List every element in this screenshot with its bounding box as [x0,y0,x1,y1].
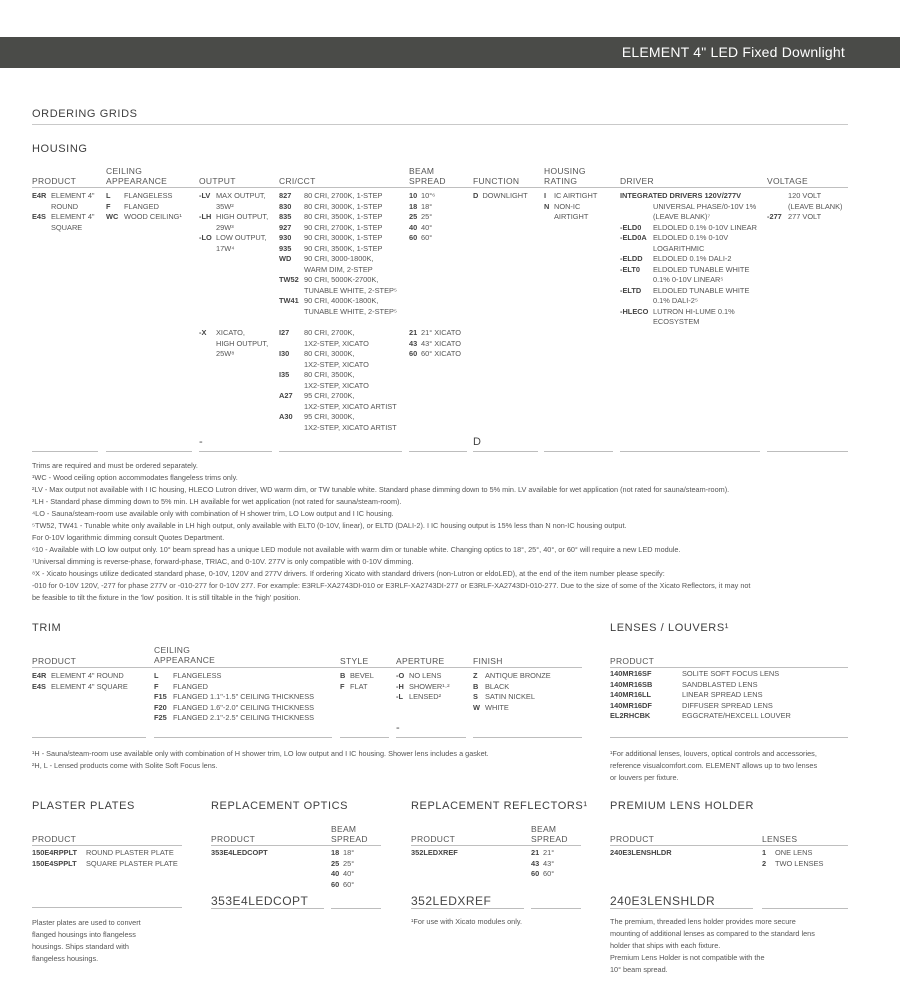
reflectors-header-beam: BEAM SPREAD [531,824,568,844]
housing-header-beam: BEAM SPREAD [409,166,446,186]
housing-note: ⁵TW52, TW41 - Tunable white only available in LH high output, only available with ELT0 (0-10V, linear), or ELTD (DALI-2). I IC housing output is 15% less than N non-IC housing output. [32,521,627,530]
optics-header-beam: BEAM SPREAD [331,824,368,844]
trim-notes: ¹H - Sauna/steam-room use available only with combination of H shower trim, LO low output and I IC housing. Shower lens includes a gasket. ²H, L - Lensed products come with Solite Soft Focus lens. [32,749,489,770]
trim-header-ceiling: CEILING APPEARANCE [154,645,216,665]
plaster-header-product: PRODUCT [32,834,77,844]
housing-product-option: E4S ELEMENT 4" SQUARE [32,212,95,232]
housing-cri-option: 827 80 CRI, 2700K, 1-STEP [279,191,383,200]
plaster-title: PLASTER PLATES [32,800,135,812]
divider [32,187,848,188]
trim-ceiling-option: F15 FLANGED 1.1"-1.5" CEILING THICKNESS [154,692,315,701]
optics-product: 353E4LEDCOPT [211,848,268,857]
housing-note: ⁴LO - Sauna/steam-room use available only with combination of H shower trim, LO Low output and I IC housing. [32,509,394,518]
lenses-title: LENSES / LOUVERS¹ [610,622,730,634]
optics-beam-option: 40 40° [331,869,355,878]
fill-line-beam [409,451,467,452]
trim-finish-options [473,671,551,713]
trim-style-options [340,671,374,692]
lenses-options [610,669,791,722]
housing-rating-options [544,191,597,223]
housing-output-options [199,191,268,254]
housing-driver-option: -ELDD ELDOLED 0.1% DALI-2 [620,254,732,263]
housing-rating-option: N NON-IC AIRTIGHT [544,201,589,221]
optics-title: REPLACEMENT OPTICS [211,800,349,812]
trim-ceiling-option: F25 FLANGED 2.1"-2.5" CEILING THICKNESS [154,713,315,722]
housing-beam-option: 60 60° [409,233,433,242]
housing-note: ⁸X - Xicato housings utilize dedicated standard phase, 0-10V, 120V and 277V drivers. If ordering Xicato with standard drivers (non-Lutron or eldoLED), at the end of the item number please specify: [32,569,665,578]
housing-cri-option: WD 90 CRI, 3000-1800K, WARM DIM, 2-STEP [279,254,374,274]
optics-header-product: PRODUCT [211,834,256,844]
housing-note: ³LH - Standard phase dimming down to 5% min. LH available for wet application (not rated for sauna/steam-room). [32,497,402,506]
housing-beam-option: 21 21° XICATO [409,328,462,337]
trim-finish-option: S SATIN NICKEL [473,692,535,701]
driver-heading: INTEGRATED DRIVERS 120V/277V [620,191,742,200]
divider [211,845,381,846]
fill-line-driver [620,451,760,452]
housing-title: HOUSING [32,143,88,155]
housing-beam-option: 60 60° XICATO [409,349,462,358]
housing-ceiling-option: WC WOOD CEILING¹ [106,212,182,221]
reflectors-beam-options [531,848,554,880]
housing-ceiling-option: L FLANGELESS [106,191,173,200]
holder-product: 240E3LENSHLDR [610,848,672,857]
lens-option: EL2RHCBK EGGCRATE/HEXCELL LOUVER [610,711,791,720]
housing-output-option: -LV MAX OUTPUT, 35W² [199,191,266,211]
housing-cri-option: I30 80 CRI, 3000K, 1X2-STEP, XICATO [279,349,369,369]
fill-line-lenses [610,737,848,738]
reflectors-header-product: PRODUCT [411,834,456,844]
housing-note: For 0-10V logarithmic dimming consult Quotes Department. [32,533,225,542]
housing-beam-option: 40 40° [409,222,433,232]
optics-beam-option: 18 18° [331,848,355,857]
fill-line-rating [544,451,613,452]
housing-product-option: E4R ELEMENT 4" ROUND [32,191,95,211]
holder-title: PREMIUM LENS HOLDER [610,800,755,812]
housing-note: be feasible to tilt the fixture in the 'low' position. It is still tiltable in the 'high' position. [32,593,301,602]
trim-finish-option: B BLACK [473,681,510,691]
fill-line-holder-product [610,908,753,909]
divider [32,845,182,846]
trim-finish-option: Z ANTIQUE BRONZE [473,671,551,680]
reflectors-beam-option: 43 43° [531,858,555,868]
fill-line-holder-lenses [762,908,848,909]
trim-style-option: B BEVEL [340,671,374,680]
fill-line-voltage [767,451,848,452]
housing-voltage-option: -277 277 VOLT [767,212,822,221]
fill-line-trim-ceiling [154,737,332,738]
holder-notes: The premium, threaded lens holder provides more secure mounting of additional lenses as compared to the standard lens holder that ships with each fixture. Premium Lens Holder is not compatible with the 10° beam spread. [610,917,815,974]
trim-style-option: F FLAT [340,681,368,691]
housing-cri-option: I27 80 CRI, 2700K, 1X2-STEP, XICATO [279,328,369,348]
reflectors-beam-option: 21 21° [531,848,555,857]
housing-driver-option: -HLECO LUTRON HI-LUME 0.1% ECOSYSTEM [620,306,735,326]
fill-line-reflectors-beam [531,908,581,909]
housing-note: ⁶10 - Available with LO low output only. 10° beam spread has a unique LED module not available with warm dim or tunable white. Changing optics to 18°, 25°, 40°, or 60° will require a new LED module. [32,545,681,554]
fill-line-reflectors-product [411,908,524,909]
housing-driver-options [620,223,757,328]
trim-product-options [32,671,128,692]
divider [610,845,848,846]
fill-line-product [32,451,98,452]
trim-ceiling-option: L FLANGELESS [154,671,222,680]
trim-product-option: E4S ELEMENT 4" SQUARE [32,681,128,691]
optics-fill-value: 353E4LEDCOPT [211,894,309,908]
housing-driver-option: -ELD0 ELDOLED 0.1% 0-10V LINEAR [620,222,757,232]
fill-value-output: - [199,436,203,448]
divider [32,667,582,668]
housing-cri-option: A27 95 CRI, 2700K, 1X2-STEP, XICATO ARTIST [279,391,397,411]
housing-ceiling-option: F FLANGED [106,201,159,211]
housing-cri-option: TW52 90 CRI, 5000K-2700K, TUNABLE WHITE, 2-STEP⁵ [279,275,397,295]
housing-cri-option: 835 80 CRI, 3500K, 1-STEP [279,212,383,221]
holder-header-lenses: LENSES [762,834,798,844]
plaster-options [32,848,178,869]
reflectors-title: REPLACEMENT REFLECTORS¹ [411,800,588,812]
housing-driver-option: -ELT0 ELDOLED TUNABLE WHITE 0.1% 0-10V LINEAR⁵ [620,264,750,284]
holder-lens-options [762,848,823,869]
trim-aperture-options [396,671,450,703]
housing-cri-option: 927 90 CRI, 2700K, 1-STEP [279,222,383,232]
trim-header-product: PRODUCT [32,656,77,666]
plaster-option: 150E4SPPLT SQUARE PLASTER PLATE [32,858,178,868]
fill-line-optics-product [211,908,324,909]
housing-note: Trims are required and must be ordered separately. [32,461,198,470]
page-title: ELEMENT 4" LED Fixed Downlight [621,44,845,60]
trim-ceiling-options [154,671,314,724]
ordering-grids-title: ORDERING GRIDS [32,108,138,120]
housing-header-function: FUNCTION [473,176,520,186]
housing-function-option: D DOWNLIGHT [473,191,528,200]
housing-beam-option: 43 43° XICATO [409,338,462,348]
lens-option: 140MR16SF SOLITE SOFT FOCUS LENS [610,669,780,678]
plaster-option: 150E4RPPLT ROUND PLASTER PLATE [32,848,174,857]
holder-fill-value: 240E3LENSHLDR [610,894,716,908]
fill-line-trim-style [340,737,389,738]
fill-line-function [473,451,538,452]
housing-cri-option: I35 80 CRI, 3500K, 1X2-STEP, XICATO [279,370,369,390]
housing-note: ²LV - Max output not available with I IC housing, HLECO Lutron driver, WD warm dim, or TW tunable white. Standard phase dimming down to 5% min. LV available for wet application (not rated for sauna/steam-room). [32,485,730,494]
optics-beam-option: 60 60° [331,879,355,889]
fill-value-function: D [473,436,481,448]
housing-cri-option: A30 95 CRI, 3000K, 1X2-STEP, XICATO ARTIST [279,412,397,432]
housing-cri-option: 930 90 CRI, 3000K, 1-STEP [279,233,383,242]
fill-line-optics-beam [331,908,381,909]
reflectors-note: ¹For use with Xicato modules only. [411,917,522,926]
fill-line-plaster [32,907,182,908]
lens-option: 140MR16DF DIFFUSER SPREAD LENS [610,700,773,710]
housing-cri-option: 935 90 CRI, 3500K, 1-STEP [279,243,383,253]
fill-line-trim-product [32,737,146,738]
housing-note: -010 for 0-10V 120V, -277 for phase 277V or -010-277 for 0-10V 277. For example: E3RLF-XA2743DI-010 or E3RLF-XA2743DI-277 or E3RLF-XA2743DI-010-277. Due to the size of some of the Xicato Reflectors, it may not [32,581,751,590]
housing-header-voltage: VOLTAGE [767,176,808,186]
divider [411,845,581,846]
housing-beam-options [409,191,435,244]
trim-aperture-option: -L LENSED² [396,692,442,701]
housing-notes [32,460,750,604]
housing-note: ¹WC - Wood ceiling option accommodates flangeless trims only. [32,473,238,482]
housing-output-xicato [199,328,268,360]
lenses-notes: ¹For additional lenses, louvers, optical controls and accessories, reference visualcomfort.com. ELEMENT allows up to two lenses or louvers per fixture. [610,749,818,782]
trim-finish-option: W WHITE [473,702,509,712]
housing-header-output: OUTPUT [199,176,236,186]
lenses-header-product: PRODUCT [610,656,655,666]
housing-output-option: -X XICATO, HIGH OUTPUT, 25W⁸ [199,328,269,358]
housing-output-option: -LO LOW OUTPUT, 17W⁴ [199,233,267,253]
housing-beam-option: 18 18° [409,201,433,211]
housing-voltage-option: 120 VOLT (LEAVE BLANK) [788,191,843,211]
plaster-notes: Plaster plates are used to convert flanged housings into flangeless housings. Ships standard with flangeless housings. [32,918,141,963]
trim-aperture-option: -O NO LENS [396,671,442,680]
driver-universal: UNIVERSAL PHASE/0-10V 1% (LEAVE BLANK)⁷ [653,201,757,221]
housing-note: ⁷Universal dimming is reverse-phase, forward-phase, TRIAC, and 0-10V. 277V is only compatible with 0-10V dimming. [32,557,414,566]
fill-line-ceiling [106,451,192,452]
header-banner [0,37,900,68]
housing-ceiling-options [106,191,182,223]
fill-line-cri [279,451,402,452]
holder-lens-option: 1 ONE LENS [762,848,813,857]
holder-lens-option: 2 TWO LENSES [762,858,824,868]
trim-product-option: E4R ELEMENT 4" ROUND [32,671,124,680]
holder-header-product: PRODUCT [610,834,655,844]
housing-driver-option: -ELTD ELDOLED TUNABLE WHITE 0.1% DALI-2⁵ [620,285,750,305]
trim-title: TRIM [32,622,62,634]
trim-aperture-option: -H SHOWER¹·² [396,681,450,691]
lens-option: 140MR16SB SANDBLASTED LENS [610,679,758,689]
housing-header-driver: DRIVER [620,176,654,186]
fill-line-trim-finish [473,737,582,738]
reflectors-product: 352LEDXREF [411,848,458,857]
housing-header-product: PRODUCT [32,176,77,186]
trim-ceiling-option: F FLANGED [154,681,208,691]
fill-line-trim-aperture [396,737,466,738]
reflectors-beam-option: 60 60° [531,869,555,878]
housing-cri-option: TW41 90 CRI, 4000K-1800K, TUNABLE WHITE, 2-STEP⁵ [279,296,397,316]
housing-product-options [32,191,95,233]
housing-header-rating: HOUSING RATING [544,166,586,186]
fill-value-aperture: - [396,722,400,734]
housing-cri-xicato-options [279,328,397,433]
divider [610,667,848,668]
optics-beam-options [331,848,354,890]
housing-cri-option: 830 80 CRI, 3000K, 1-STEP [279,201,383,211]
housing-beam-xicato-options [409,328,461,360]
trim-header-style: STYLE [340,656,369,666]
divider [32,124,848,125]
trim-header-aperture: APERTURE [396,656,445,666]
housing-output-option: -LH HIGH OUTPUT, 29W³ [199,212,269,232]
fill-line-output [199,451,272,452]
trim-ceiling-option: F20 FLANGED 1.6"-2.0" CEILING THICKNESS [154,702,315,712]
housing-cri-options [279,191,397,317]
housing-header-cri: CRI/CCT [279,176,316,186]
housing-header-ceiling: CEILING APPEARANCE [106,166,168,186]
housing-driver-option: -ELD0A ELDOLED 0.1% 0-10V LOGARITHMIC [620,233,729,253]
lens-option: 140MR16LL LINEAR SPREAD LENS [610,690,763,699]
reflectors-fill-value: 352LEDXREF [411,894,492,908]
housing-beam-option: 10 10°⁶ [409,191,436,200]
housing-beam-option: 25 25° [409,212,433,221]
housing-rating-option: I IC AIRTIGHT [544,191,598,200]
housing-voltage-options [767,191,843,223]
trim-header-finish: FINISH [473,656,503,666]
optics-beam-option: 25 25° [331,858,355,868]
